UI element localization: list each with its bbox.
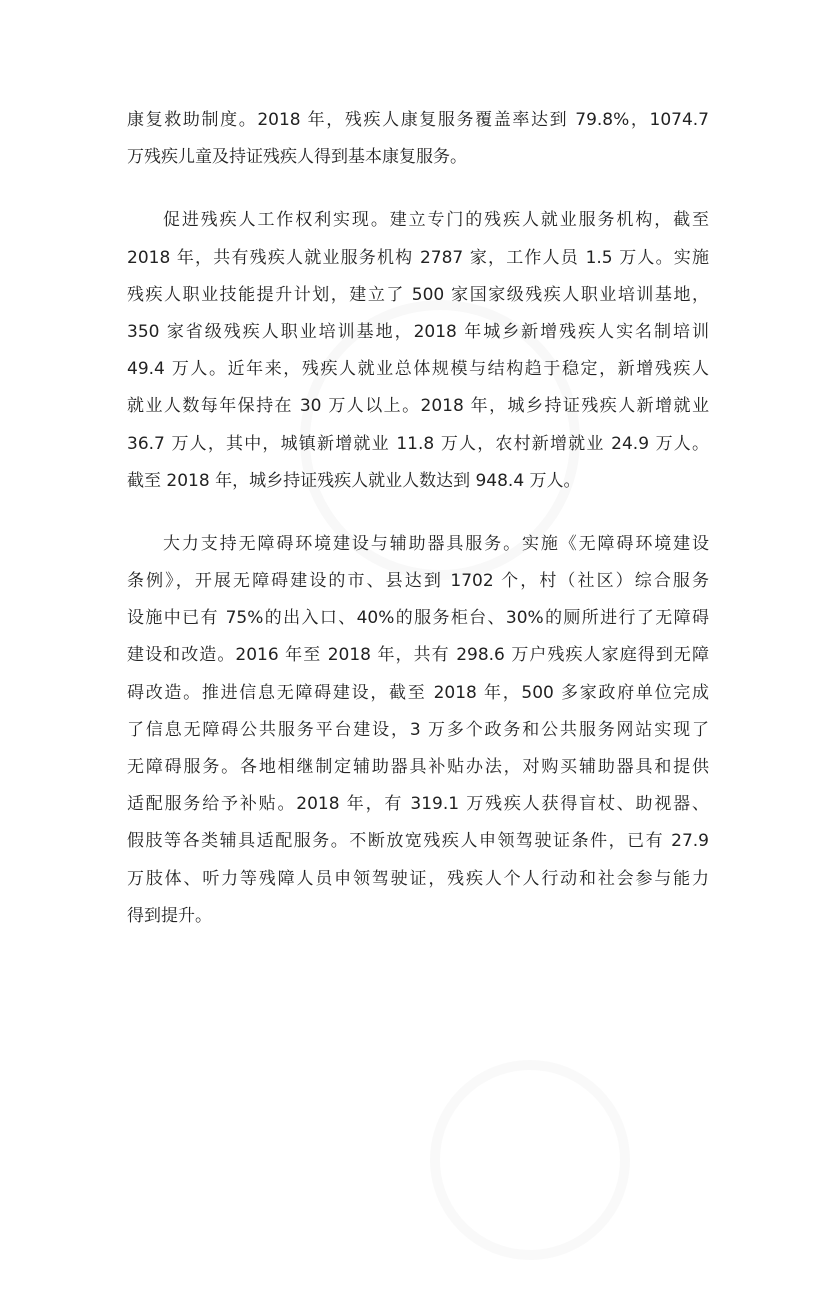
text-line: 条例》，开展无障碍建设的市、县达到 1702 个，村（社区）综合服务	[127, 571, 709, 592]
text-line: 碍改造。推进信息无障碍建设，截至 2018 年，500 多家政府单位完成	[127, 682, 709, 703]
text-line: 2018 年，共有残疾人就业服务机构 2787 家，工作人员 1.5 万人。实施	[127, 247, 709, 268]
text-line: 建设和改造。2016 年至 2018 年，共有 298.6 万户残疾人家庭得到无障	[127, 645, 709, 666]
text-line: 得到提升。	[127, 905, 212, 926]
text-line: 350 家省级残疾人职业培训基地，2018 年城乡新增残疾人实名制培训	[127, 321, 709, 342]
text-line: 万肢体、听力等残障人员申领驾驶证，残疾人个人行动和社会参与能力	[127, 868, 709, 889]
text-line: 设施中已有 75%的出入口、40%的服务柜台、30%的厕所进行了无障碍	[127, 608, 709, 629]
paragraph-accessibility	[127, 526, 709, 935]
text-line: 了信息无障碍公共服务平台建设，3 万多个政务和公共服务网站实现了	[127, 719, 709, 740]
text-line: 促进残疾人工作权利实现。建立专门的残疾人就业服务机构，截至	[163, 210, 709, 231]
text-line: 截至 2018 年，城乡持证残疾人就业人数达到 948.4 万人。	[127, 470, 581, 491]
text-line: 适配服务给予补贴。2018 年，有 319.1 万残疾人获得盲杖、助视器、	[127, 794, 709, 815]
text-line: 残疾人职业技能提升计划，建立了 500 家国家级残疾人职业培训基地，	[127, 284, 709, 305]
text-line: 49.4 万人。近年来，残疾人就业总体规模与结构趋于稳定，新增残疾人	[127, 359, 709, 380]
body-text	[127, 102, 709, 935]
watermark-seal-bottom	[391, 1021, 670, 1299]
paragraph-rehabilitation	[127, 102, 709, 176]
text-line: 就业人数每年保持在 30 万人以上。2018 年，城乡持证残疾人新增就业	[127, 396, 709, 417]
text-line: 万残疾儿童及持证残疾人得到基本康复服务。	[127, 147, 467, 168]
text-line: 康复救助制度。2018 年，残疾人康复服务覆盖率达到 79.8%，1074.7	[127, 110, 709, 130]
text-line: 无障碍服务。各地相继制定辅助器具补贴办法，对购买辅助器具和提供	[127, 757, 709, 777]
text-line: 假肢等各类辅具适配服务。不断放宽残疾人申领驾驶证条件，已有 27.9	[127, 831, 709, 852]
paragraph-employment	[127, 202, 709, 500]
text-line: 大力支持无障碍环境建设与辅助器具服务。实施《无障碍环境建设	[163, 533, 709, 554]
text-line: 36.7 万人，其中，城镇新增就业 11.8 万人，农村新增就业 24.9 万人。	[127, 433, 709, 454]
